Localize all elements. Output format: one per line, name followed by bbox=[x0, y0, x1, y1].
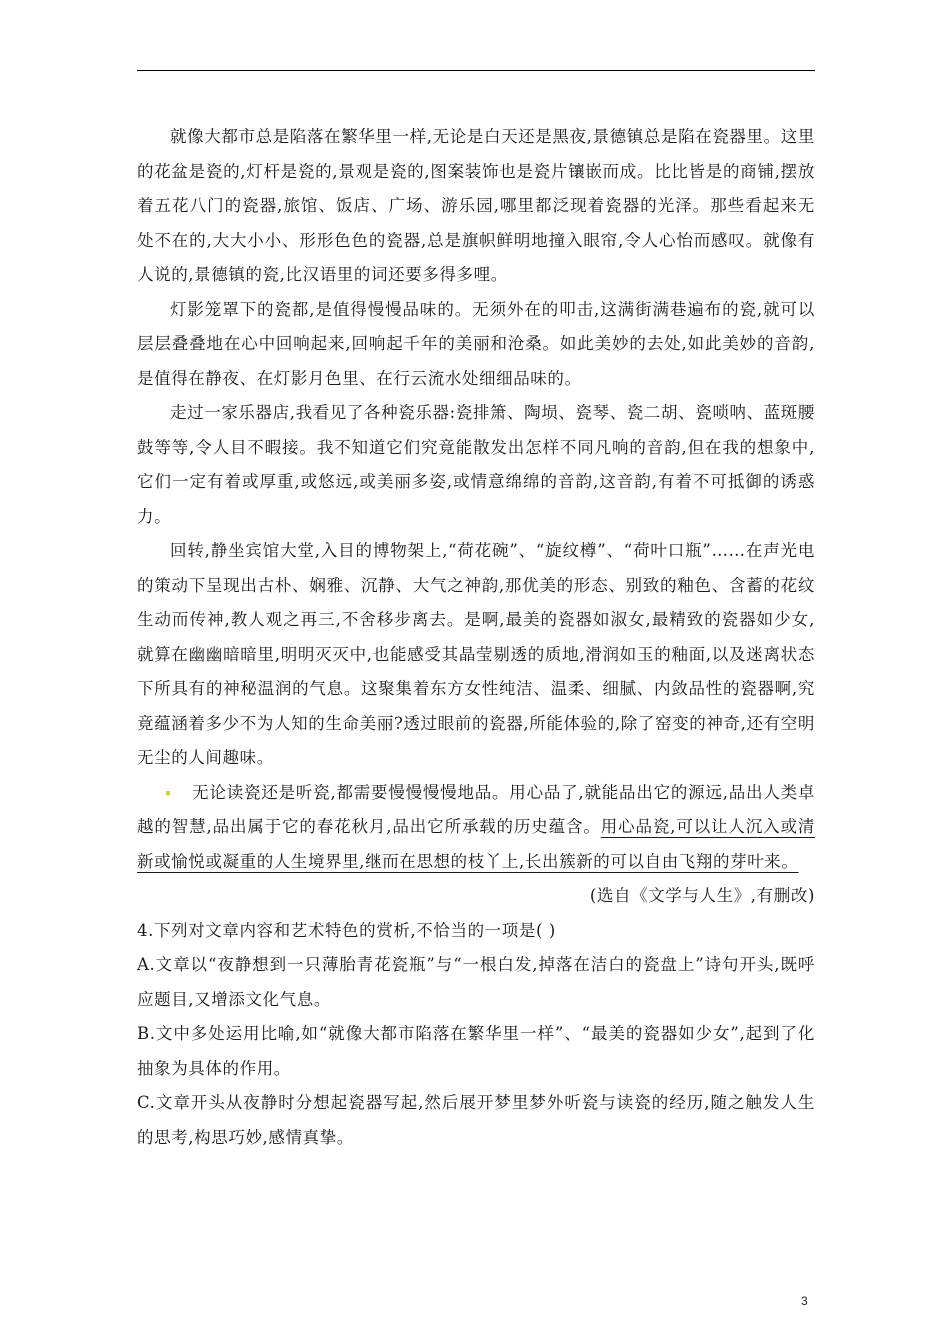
option-a: A.文章以“夜静想到一只薄胎青花瓷瓶”与“一根白发,掉落在洁白的瓷盘上”诗句开头,既呼应题目,又增添文化气息。 bbox=[137, 955, 815, 1009]
paragraph-4: 回转,静坐宾馆大堂,入目的博物架上,“荷花碗”、“旋纹樽”、“荷叶口瓶”……在声光电的策动下呈现出古朴、娴雅、沉静、大气之神韵,那优美的形态、别致的釉色、含蓄的花纹生动而传神,教人观之再三,不舍移步离去。是啊,最美的瓷器如淑女,最精致的瓷器如少女,就算在幽幽暗暗里,明明灭灭中,也能感受其晶莹剔透的质地,滑润如玉的釉面,以及迷离状态下所具有的神秘温润的气息。这聚集着东方女性纯洁、温柔、细腻、内敛品性的瓷器啊,究竟蕴涵着多少不为人知的生命美丽?透过眼前的瓷器,所能体验的,除了窑变的神奇,还有空明无尘的人间趣味。 bbox=[137, 541, 815, 767]
document-body bbox=[137, 120, 815, 1155]
marker-dot-icon bbox=[166, 791, 170, 795]
paragraph-5-text: 无论读瓷还是听瓷,都需要慢慢慢慢地品。用心品了,就能品出它的源远,品出人类卓越的智慧,品出属于它的春花秋月,品出它所承载的历史蕴含。 bbox=[137, 782, 815, 836]
question-stem: 4.下列对文章内容和艺术特色的赏析,不恰当的一项是( ) bbox=[137, 920, 556, 940]
paragraph-2: 灯影笼罩下的瓷都,是值得慢慢品味的。无须外在的叩击,这满街满巷遍布的瓷,就可以层层叠叠地在心中回响起来,回响起千年的美丽和沧桑。如此美妙的去处,如此美妙的音韵,是值得在静夜、在灯影月色里、在行云流水处细细品味的。 bbox=[137, 299, 815, 388]
source-note: (选自《文学与人生》,有删改) bbox=[589, 886, 815, 905]
option-c: C.文章开头从夜静时分想起瓷器写起,然后展开梦里梦外听瓷与读瓷的经历,随之触发人生的思考,构思巧妙,感情真挚。 bbox=[137, 1093, 815, 1147]
paragraph-1: 就像大都市总是陷落在繁华里一样,无论是白天还是黑夜,景德镇总是陷在瓷器里。这里的花盆是瓷的,灯杆是瓷的,景观是瓷的,图案装饰也是瓷片镶嵌而成。比比皆是的商铺,摆放着五花八门的瓷器,旅馆、饭店、广场、游乐园,哪里都泛现着瓷器的光泽。那些看起来无处不在的,大大小小、形形色色的瓷器,总是旗帜鲜明地撞入眼帘,令人心怡而感叹。就像有人说的,景德镇的瓷,比汉语里的词还要多得多哩。 bbox=[137, 127, 815, 284]
header-rule bbox=[137, 70, 815, 71]
underlined-sentence: 用心品瓷,可以让人沉入或清新或愉悦或凝重的人生境界里,继而在思想的枝丫上,长出簇新的可以自由飞翔的芽叶来。 bbox=[137, 817, 815, 871]
paragraph-3: 走过一家乐器店,我看见了各种瓷乐器:瓷排箫、陶埙、瓷琴、瓷二胡、瓷唢呐、蓝斑腰鼓等等,令人目不暇接。我不知道它们究竟能散发出怎样不同凡响的音韵,但在我的想象中,它们一定有着或厚重,或悠远,或美丽多姿,或情意绵绵的音韵,这音韵,有着不可抵御的诱惑力。 bbox=[137, 403, 815, 526]
paragraph-5 bbox=[137, 776, 815, 880]
page-number: 3 bbox=[801, 1294, 808, 1308]
option-b: B.文中多处运用比喻,如“就像大都市陷落在繁华里一样”、“最美的瓷器如少女”,起到了化抽象为具体的作用。 bbox=[137, 1024, 815, 1078]
